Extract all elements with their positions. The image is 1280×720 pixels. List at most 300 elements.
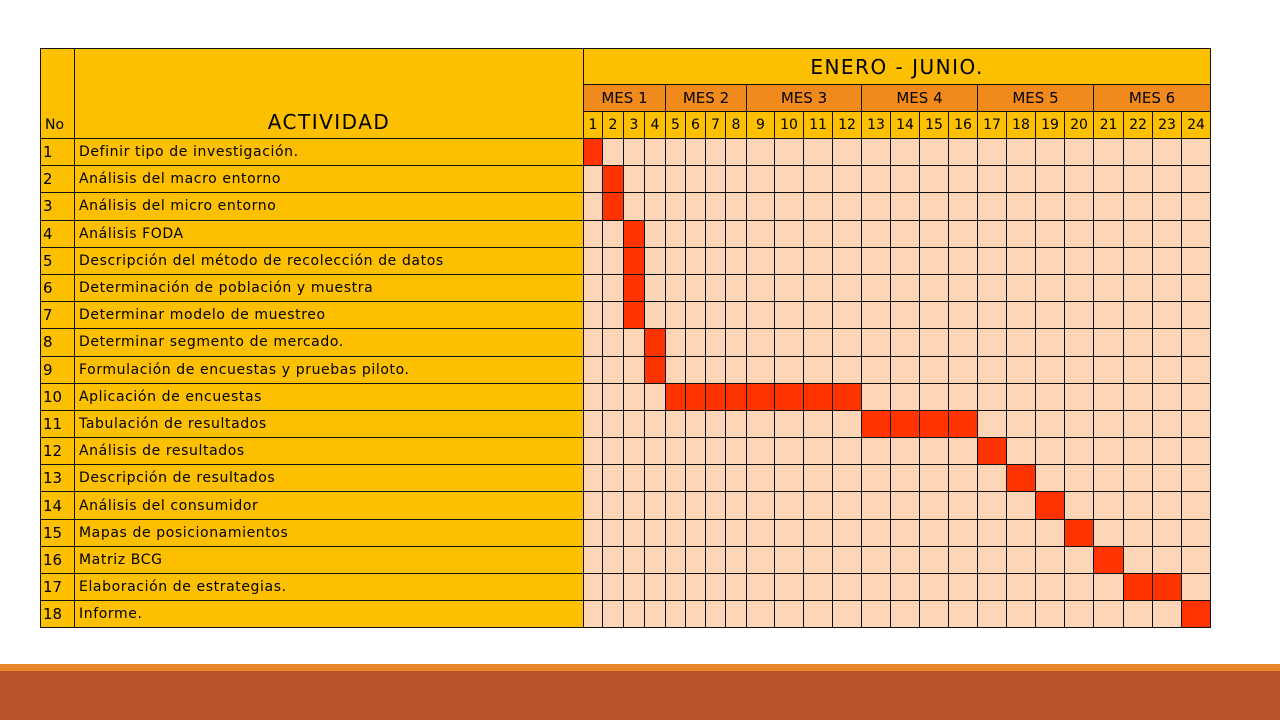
gantt-empty-cell <box>775 465 804 492</box>
gantt-empty-cell <box>891 601 920 628</box>
gantt-empty-cell <box>726 220 747 247</box>
gantt-empty-cell <box>804 193 833 220</box>
gantt-empty-cell <box>1094 492 1124 519</box>
gantt-empty-cell <box>686 465 706 492</box>
gantt-empty-cell <box>891 356 920 383</box>
gantt-empty-cell <box>978 302 1007 329</box>
gantt-empty-cell <box>1153 247 1182 274</box>
table-row <box>41 465 1211 492</box>
table-row <box>41 546 1211 573</box>
activity-number: 18 <box>41 601 75 628</box>
gantt-empty-cell <box>862 247 891 274</box>
gantt-empty-cell <box>706 193 726 220</box>
gantt-empty-cell <box>1036 465 1065 492</box>
gantt-empty-cell <box>666 546 686 573</box>
gantt-empty-cell <box>706 438 726 465</box>
gantt-bar-cell <box>804 383 833 410</box>
activity-name: Determinar modelo de muestreo <box>75 302 584 329</box>
month-header: MES 2 <box>666 85 747 112</box>
gantt-empty-cell <box>920 519 949 546</box>
gantt-empty-cell <box>645 220 666 247</box>
week-header: 20 <box>1065 112 1094 139</box>
gantt-bar-cell <box>1182 601 1211 628</box>
gantt-empty-cell <box>1124 193 1153 220</box>
gantt-empty-cell <box>706 410 726 437</box>
gantt-empty-cell <box>1094 302 1124 329</box>
gantt-empty-cell <box>706 465 726 492</box>
gantt-empty-cell <box>862 546 891 573</box>
gantt-empty-cell <box>1153 383 1182 410</box>
gantt-empty-cell <box>775 438 804 465</box>
gantt-empty-cell <box>1182 465 1211 492</box>
gantt-empty-cell <box>1036 356 1065 383</box>
gantt-empty-cell <box>1124 492 1153 519</box>
gantt-empty-cell <box>747 492 775 519</box>
gantt-empty-cell <box>584 601 603 628</box>
week-header: 1 <box>584 112 603 139</box>
gantt-empty-cell <box>666 356 686 383</box>
gantt-empty-cell <box>1124 546 1153 573</box>
gantt-empty-cell <box>1094 574 1124 601</box>
gantt-empty-cell <box>920 247 949 274</box>
month-header: MES 6 <box>1094 85 1211 112</box>
gantt-empty-cell <box>978 383 1007 410</box>
gantt-empty-cell <box>949 302 978 329</box>
gantt-empty-cell <box>1036 166 1065 193</box>
gantt-empty-cell <box>891 574 920 601</box>
gantt-empty-cell <box>645 438 666 465</box>
gantt-empty-cell <box>775 356 804 383</box>
gantt-bar-cell <box>624 247 645 274</box>
gantt-empty-cell <box>920 302 949 329</box>
gantt-empty-cell <box>804 166 833 193</box>
gantt-empty-cell <box>686 438 706 465</box>
gantt-empty-cell <box>747 356 775 383</box>
gantt-empty-cell <box>833 329 862 356</box>
gantt-empty-cell <box>862 274 891 301</box>
gantt-empty-cell <box>624 329 645 356</box>
table-row <box>41 519 1211 546</box>
gantt-empty-cell <box>833 220 862 247</box>
gantt-empty-cell <box>706 356 726 383</box>
gantt-empty-cell <box>645 519 666 546</box>
gantt-empty-cell <box>645 274 666 301</box>
activity-name: Descripción del método de recolección de datos <box>75 247 584 274</box>
gantt-empty-cell <box>584 383 603 410</box>
gantt-empty-cell <box>804 274 833 301</box>
gantt-empty-cell <box>686 601 706 628</box>
gantt-empty-cell <box>1094 274 1124 301</box>
gantt-empty-cell <box>891 329 920 356</box>
gantt-empty-cell <box>891 383 920 410</box>
gantt-bar-cell <box>645 329 666 356</box>
gantt-empty-cell <box>1007 193 1036 220</box>
week-header: 12 <box>833 112 862 139</box>
gantt-empty-cell <box>1036 302 1065 329</box>
gantt-empty-cell <box>775 274 804 301</box>
gantt-empty-cell <box>920 492 949 519</box>
activity-number: 12 <box>41 438 75 465</box>
gantt-empty-cell <box>584 193 603 220</box>
table-row <box>41 139 1211 166</box>
gantt-empty-cell <box>1007 546 1036 573</box>
table-row <box>41 193 1211 220</box>
week-header: 21 <box>1094 112 1124 139</box>
gantt-empty-cell <box>804 329 833 356</box>
gantt-empty-cell <box>775 302 804 329</box>
gantt-empty-cell <box>624 193 645 220</box>
gantt-empty-cell <box>1094 519 1124 546</box>
table-row <box>41 601 1211 628</box>
gantt-empty-cell <box>686 519 706 546</box>
activity-name: Análisis del micro entorno <box>75 193 584 220</box>
gantt-empty-cell <box>624 438 645 465</box>
gantt-empty-cell <box>1007 383 1036 410</box>
gantt-empty-cell <box>804 410 833 437</box>
gantt-empty-cell <box>949 247 978 274</box>
gantt-empty-cell <box>666 410 686 437</box>
gantt-empty-cell <box>1124 356 1153 383</box>
gantt-empty-cell <box>706 220 726 247</box>
gantt-empty-cell <box>584 247 603 274</box>
schedule-table <box>40 48 1211 628</box>
gantt-empty-cell <box>1065 356 1094 383</box>
week-header: 18 <box>1007 112 1036 139</box>
gantt-empty-cell <box>584 356 603 383</box>
gantt-empty-cell <box>1036 601 1065 628</box>
gantt-empty-cell <box>1036 193 1065 220</box>
gantt-empty-cell <box>1124 166 1153 193</box>
gantt-empty-cell <box>666 465 686 492</box>
activity-number: 1 <box>41 139 75 166</box>
gantt-empty-cell <box>726 519 747 546</box>
gantt-empty-cell <box>833 546 862 573</box>
gantt-empty-cell <box>603 574 624 601</box>
gantt-empty-cell <box>804 356 833 383</box>
gantt-empty-cell <box>1124 274 1153 301</box>
gantt-empty-cell <box>686 329 706 356</box>
gantt-empty-cell <box>775 574 804 601</box>
gantt-empty-cell <box>624 492 645 519</box>
gantt-empty-cell <box>1065 438 1094 465</box>
gantt-empty-cell <box>920 546 949 573</box>
month-header: MES 5 <box>978 85 1094 112</box>
week-header: 14 <box>891 112 920 139</box>
gantt-empty-cell <box>891 438 920 465</box>
gantt-empty-cell <box>666 438 686 465</box>
gantt-bar-cell <box>1124 574 1153 601</box>
gantt-empty-cell <box>978 193 1007 220</box>
gantt-empty-cell <box>645 139 666 166</box>
gantt-empty-cell <box>775 546 804 573</box>
week-header: 4 <box>645 112 666 139</box>
gantt-empty-cell <box>1094 465 1124 492</box>
gantt-empty-cell <box>891 302 920 329</box>
gantt-empty-cell <box>891 492 920 519</box>
gantt-bar-cell <box>920 410 949 437</box>
gantt-empty-cell <box>804 574 833 601</box>
gantt-empty-cell <box>645 574 666 601</box>
gantt-empty-cell <box>1153 274 1182 301</box>
gantt-empty-cell <box>1094 166 1124 193</box>
gantt-empty-cell <box>891 274 920 301</box>
gantt-empty-cell <box>726 356 747 383</box>
gantt-empty-cell <box>666 193 686 220</box>
gantt-empty-cell <box>949 220 978 247</box>
gantt-empty-cell <box>920 438 949 465</box>
activity-name: Tabulación de resultados <box>75 410 584 437</box>
gantt-empty-cell <box>891 247 920 274</box>
gantt-empty-cell <box>862 465 891 492</box>
gantt-empty-cell <box>1036 438 1065 465</box>
gantt-empty-cell <box>978 492 1007 519</box>
gantt-empty-cell <box>1124 410 1153 437</box>
activity-number: 2 <box>41 166 75 193</box>
gantt-empty-cell <box>1124 519 1153 546</box>
gantt-bar-cell <box>978 438 1007 465</box>
activity-name: Matriz BCG <box>75 546 584 573</box>
gantt-empty-cell <box>1094 410 1124 437</box>
gantt-empty-cell <box>666 220 686 247</box>
gantt-empty-cell <box>1182 546 1211 573</box>
gantt-empty-cell <box>1153 438 1182 465</box>
gantt-empty-cell <box>775 601 804 628</box>
gantt-empty-cell <box>804 139 833 166</box>
gantt-empty-cell <box>833 139 862 166</box>
gantt-bar-cell <box>603 166 624 193</box>
gantt-empty-cell <box>891 546 920 573</box>
activity-name: Análisis FODA <box>75 220 584 247</box>
gantt-empty-cell <box>686 302 706 329</box>
gantt-empty-cell <box>1065 274 1094 301</box>
gantt-empty-cell <box>920 465 949 492</box>
gantt-empty-cell <box>862 329 891 356</box>
gantt-empty-cell <box>804 247 833 274</box>
gantt-empty-cell <box>949 329 978 356</box>
gantt-bar-cell <box>949 410 978 437</box>
gantt-empty-cell <box>920 383 949 410</box>
gantt-bar-cell <box>666 383 686 410</box>
gantt-empty-cell <box>686 166 706 193</box>
gantt-empty-cell <box>706 302 726 329</box>
gantt-empty-cell <box>978 465 1007 492</box>
gantt-empty-cell <box>686 492 706 519</box>
gantt-empty-cell <box>706 492 726 519</box>
gantt-empty-cell <box>726 302 747 329</box>
gantt-empty-cell <box>666 247 686 274</box>
activity-number: 14 <box>41 492 75 519</box>
gantt-empty-cell <box>833 410 862 437</box>
gantt-empty-cell <box>584 166 603 193</box>
footer-band <box>0 664 1280 720</box>
gantt-empty-cell <box>645 193 666 220</box>
gantt-empty-cell <box>624 601 645 628</box>
month-header: MES 3 <box>747 85 862 112</box>
gantt-empty-cell <box>666 166 686 193</box>
week-header: 19 <box>1036 112 1065 139</box>
gantt-bar-cell <box>1065 519 1094 546</box>
gantt-empty-cell <box>747 139 775 166</box>
gantt-empty-cell <box>775 247 804 274</box>
gantt-empty-cell <box>603 329 624 356</box>
table-row <box>41 302 1211 329</box>
week-header: 8 <box>726 112 747 139</box>
gantt-empty-cell <box>686 220 706 247</box>
activity-name: Análisis del consumidor <box>75 492 584 519</box>
activity-number: 13 <box>41 465 75 492</box>
gantt-empty-cell <box>1182 220 1211 247</box>
gantt-empty-cell <box>1007 329 1036 356</box>
gantt-empty-cell <box>804 601 833 628</box>
gantt-empty-cell <box>1065 410 1094 437</box>
gantt-empty-cell <box>747 574 775 601</box>
gantt-empty-cell <box>645 166 666 193</box>
gantt-empty-cell <box>862 356 891 383</box>
gantt-empty-cell <box>804 302 833 329</box>
gantt-empty-cell <box>666 574 686 601</box>
gantt-empty-cell <box>1153 410 1182 437</box>
gantt-empty-cell <box>1065 383 1094 410</box>
activity-name: Determinación de población y muestra <box>75 274 584 301</box>
column-header-activity: ACTIVIDAD <box>75 49 584 139</box>
gantt-empty-cell <box>726 546 747 573</box>
gantt-empty-cell <box>949 574 978 601</box>
gantt-empty-cell <box>891 220 920 247</box>
gantt-empty-cell <box>1065 601 1094 628</box>
table-row <box>41 410 1211 437</box>
gantt-empty-cell <box>804 492 833 519</box>
footer-stripe <box>0 664 1280 671</box>
gantt-bar-cell <box>1094 546 1124 573</box>
activity-name: Determinar segmento de mercado. <box>75 329 584 356</box>
gantt-empty-cell <box>1094 247 1124 274</box>
gantt-empty-cell <box>775 329 804 356</box>
gantt-bar-cell <box>891 410 920 437</box>
gantt-empty-cell <box>1007 574 1036 601</box>
gantt-empty-cell <box>804 465 833 492</box>
gantt-empty-cell <box>1065 166 1094 193</box>
gantt-empty-cell <box>645 383 666 410</box>
gantt-bar-cell <box>624 302 645 329</box>
table-row <box>41 166 1211 193</box>
gantt-empty-cell <box>747 302 775 329</box>
gantt-empty-cell <box>584 438 603 465</box>
gantt-bar-cell <box>1007 465 1036 492</box>
gantt-empty-cell <box>775 519 804 546</box>
gantt-empty-cell <box>833 492 862 519</box>
gantt-empty-cell <box>1036 383 1065 410</box>
gantt-empty-cell <box>584 546 603 573</box>
gantt-empty-cell <box>1065 492 1094 519</box>
gantt-empty-cell <box>1153 601 1182 628</box>
week-header: 5 <box>666 112 686 139</box>
gantt-empty-cell <box>920 166 949 193</box>
table-row <box>41 438 1211 465</box>
activity-name: Aplicación de encuestas <box>75 383 584 410</box>
gantt-empty-cell <box>862 166 891 193</box>
activity-number: 9 <box>41 356 75 383</box>
gantt-empty-cell <box>833 274 862 301</box>
gantt-empty-cell <box>949 465 978 492</box>
gantt-empty-cell <box>1036 329 1065 356</box>
table-row <box>41 574 1211 601</box>
gantt-empty-cell <box>920 356 949 383</box>
gantt-empty-cell <box>1153 465 1182 492</box>
gantt-empty-cell <box>833 302 862 329</box>
activity-name: Elaboración de estrategias. <box>75 574 584 601</box>
gantt-empty-cell <box>726 139 747 166</box>
gantt-empty-cell <box>1007 247 1036 274</box>
gantt-empty-cell <box>666 492 686 519</box>
gantt-empty-cell <box>666 601 686 628</box>
gantt-empty-cell <box>978 519 1007 546</box>
gantt-bar-cell <box>1036 492 1065 519</box>
gantt-empty-cell <box>747 519 775 546</box>
gantt-bar-cell <box>833 383 862 410</box>
gantt-empty-cell <box>1007 356 1036 383</box>
gantt-empty-cell <box>624 139 645 166</box>
gantt-empty-cell <box>603 302 624 329</box>
gantt-empty-cell <box>624 574 645 601</box>
gantt-empty-cell <box>1182 139 1211 166</box>
week-header: 10 <box>775 112 804 139</box>
gantt-empty-cell <box>1036 574 1065 601</box>
gantt-empty-cell <box>686 139 706 166</box>
gantt-empty-cell <box>666 329 686 356</box>
gantt-empty-cell <box>645 410 666 437</box>
gantt-empty-cell <box>1182 193 1211 220</box>
gantt-empty-cell <box>747 220 775 247</box>
gantt-empty-cell <box>949 383 978 410</box>
gantt-empty-cell <box>1182 438 1211 465</box>
gantt-chart <box>40 48 1211 628</box>
gantt-empty-cell <box>775 193 804 220</box>
gantt-empty-cell <box>949 546 978 573</box>
gantt-empty-cell <box>624 356 645 383</box>
gantt-empty-cell <box>1182 329 1211 356</box>
gantt-empty-cell <box>1124 139 1153 166</box>
gantt-empty-cell <box>603 139 624 166</box>
table-row <box>41 492 1211 519</box>
gantt-empty-cell <box>1153 329 1182 356</box>
gantt-bar-cell <box>747 383 775 410</box>
gantt-empty-cell <box>747 193 775 220</box>
gantt-empty-cell <box>706 139 726 166</box>
gantt-empty-cell <box>1036 220 1065 247</box>
gantt-empty-cell <box>862 519 891 546</box>
activity-name: Informe. <box>75 601 584 628</box>
gantt-empty-cell <box>1182 274 1211 301</box>
gantt-empty-cell <box>1182 356 1211 383</box>
gantt-empty-cell <box>775 410 804 437</box>
gantt-empty-cell <box>804 220 833 247</box>
gantt-empty-cell <box>1065 139 1094 166</box>
gantt-bar-cell <box>603 193 624 220</box>
gantt-empty-cell <box>1065 193 1094 220</box>
gantt-empty-cell <box>978 247 1007 274</box>
gantt-empty-cell <box>747 166 775 193</box>
gantt-empty-cell <box>1036 274 1065 301</box>
gantt-empty-cell <box>1036 410 1065 437</box>
gantt-empty-cell <box>1124 438 1153 465</box>
gantt-empty-cell <box>603 247 624 274</box>
gantt-empty-cell <box>978 274 1007 301</box>
gantt-empty-cell <box>978 166 1007 193</box>
gantt-empty-cell <box>949 274 978 301</box>
week-header: 13 <box>862 112 891 139</box>
activity-name: Mapas de posicionamientos <box>75 519 584 546</box>
gantt-empty-cell <box>1036 139 1065 166</box>
